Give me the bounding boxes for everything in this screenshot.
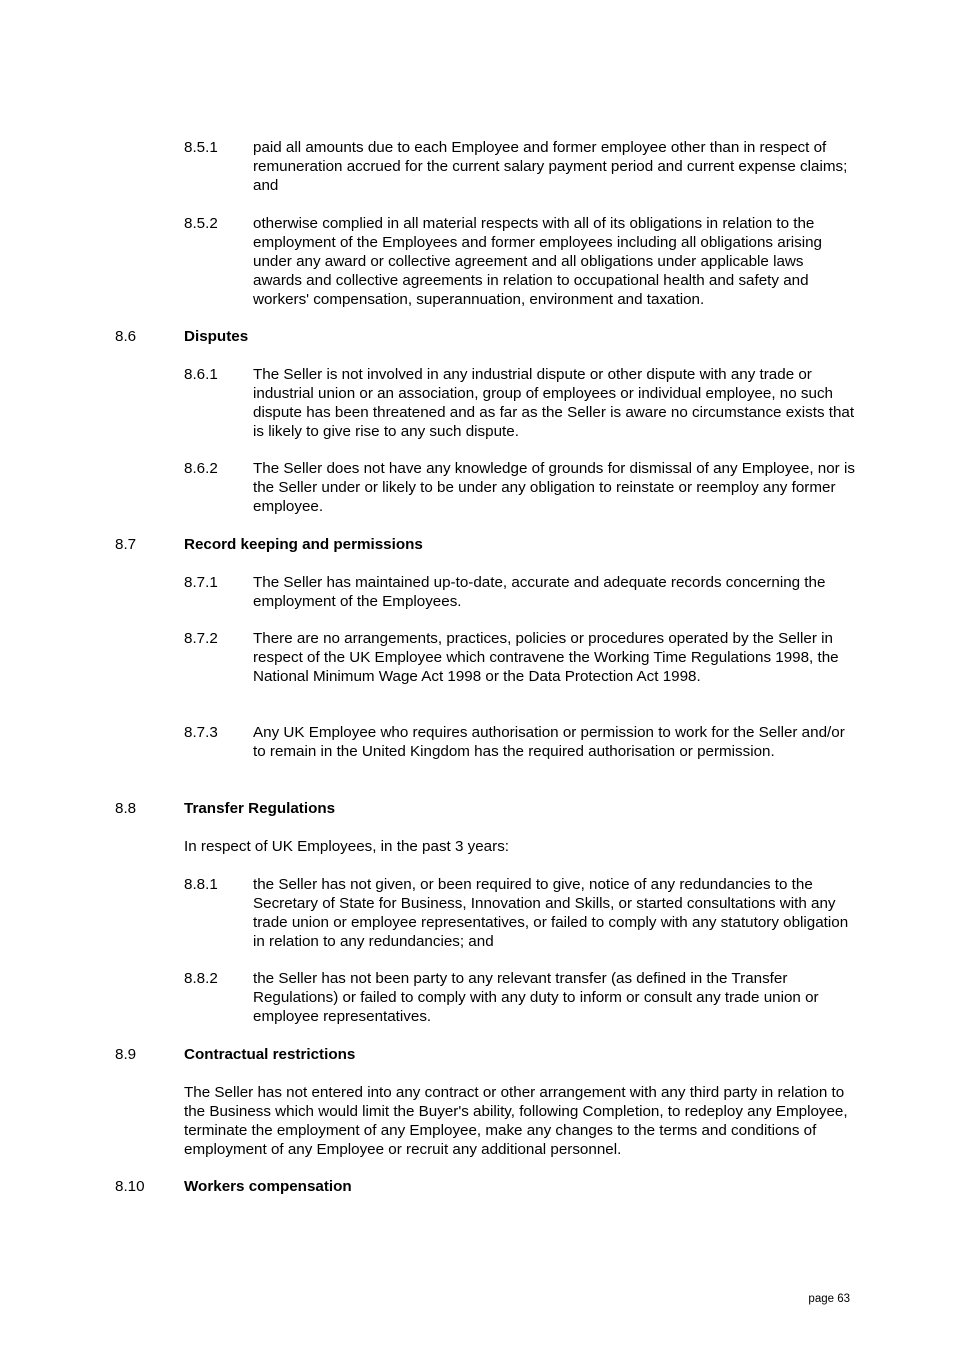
clause-8-7-3	[184, 723, 856, 761]
clause-number: 8.5.1	[184, 139, 218, 156]
page-number: page 63	[808, 1293, 850, 1305]
section-8-8-heading	[115, 799, 855, 818]
clause-8-7-1	[184, 573, 856, 611]
section-number: 8.8	[115, 800, 137, 817]
clause-number: 8.7.1	[184, 574, 218, 591]
clause-number: 8.8.2	[184, 970, 218, 987]
clause-text: paid all amounts due to each Employee and former employee other than in respect of remuneration accrued for the current salary payment period and current expense claims; and	[253, 139, 848, 194]
clause-text: the Seller has not given, or been required to give, notice of any redundancies to the Secretary of State for Business, Innovation and Skills, or started consultations with any trade union or employee representatives, or failed to comply with any statutory obligation in relation to any redundancies; and	[253, 876, 849, 950]
clause-text: Any UK Employee who requires authorisation or permission to work for the Seller and/or to remain in the United Kingdom has the required authorisation or permission.	[253, 724, 845, 760]
clause-8-5-2	[184, 214, 856, 309]
clause-8-8-1	[184, 875, 856, 951]
clause-text: The Seller is not involved in any industrial dispute or other dispute with any trade or industrial union or an association, group of employees or individual employee, no such dispute has been threatened and as far as the Seller is aware no circumstance exists that is likely to give rise to any such dispute.	[253, 366, 855, 440]
clause-text: The Seller does not have any knowledge of grounds for dismissal of any Employee, nor is the Seller under or likely to be under any obligation to reinstate or reemploy any former employee.	[253, 460, 855, 515]
clause-number: 8.8.1	[184, 876, 218, 893]
section-title: Contractual restrictions	[184, 1046, 356, 1063]
section-8-9-heading	[115, 1045, 855, 1064]
clause-number: 8.6.1	[184, 366, 218, 383]
clause-8-7-2	[184, 629, 856, 686]
section-title: Disputes	[184, 328, 249, 345]
section-title: Record keeping and permissions	[184, 536, 423, 553]
section-8-7-heading	[115, 535, 855, 554]
section-8-6-heading	[115, 327, 855, 346]
section-number: 8.9	[115, 1046, 137, 1063]
clause-number: 8.7.2	[184, 630, 218, 647]
clause-text: the Seller has not been party to any relevant transfer (as defined in the Transfer Regulations) or failed to comply with any duty to inform or consult any trade union or employee representatives.	[253, 970, 819, 1025]
section-8-8-intro: In respect of UK Employees, in the past 3 years:	[184, 838, 510, 855]
clause-number: 8.5.2	[184, 215, 218, 232]
clause-8-6-2	[184, 459, 856, 516]
section-number: 8.7	[115, 536, 137, 553]
section-title: Transfer Regulations	[184, 800, 336, 817]
section-8-10-heading	[115, 1177, 855, 1196]
section-number: 8.6	[115, 328, 137, 345]
clause-8-6-1	[184, 365, 856, 441]
section-8-9-text: The Seller has not entered into any contract or other arrangement with any third party in relation to the Business which would limit the Buyer's ability, following Completion, to redeploy any Employee, terminate the employment of any Employee, make any changes to the terms and conditions of employment of any Employee or recruit any additional personnel.	[184, 1084, 848, 1158]
clause-8-5-1	[184, 138, 856, 195]
clause-text: The Seller has maintained up-to-date, accurate and adequate records concerning the employment of the Employees.	[253, 574, 826, 610]
clause-number: 8.6.2	[184, 460, 218, 477]
clause-text: There are no arrangements, practices, policies or procedures operated by the Seller in respect of the UK Employee which contravene the Working Time Regulations 1998, the National Minimum Wage Act 1998 or the Data Protection Act 1998.	[253, 630, 839, 685]
clause-text: otherwise complied in all material respects with all of its obligations in relation to the employment of the Employees and former employees including all obligations arising under any award or collective agreement and all obligations under applicable laws awards and collective agreements in relation to occupational health and safety and workers' compensation, superannuation, environment and taxation.	[253, 215, 822, 308]
section-title: Workers compensation	[184, 1178, 352, 1195]
clause-8-8-2	[184, 969, 856, 1026]
section-number: 8.10	[115, 1178, 145, 1195]
clause-number: 8.7.3	[184, 724, 218, 741]
